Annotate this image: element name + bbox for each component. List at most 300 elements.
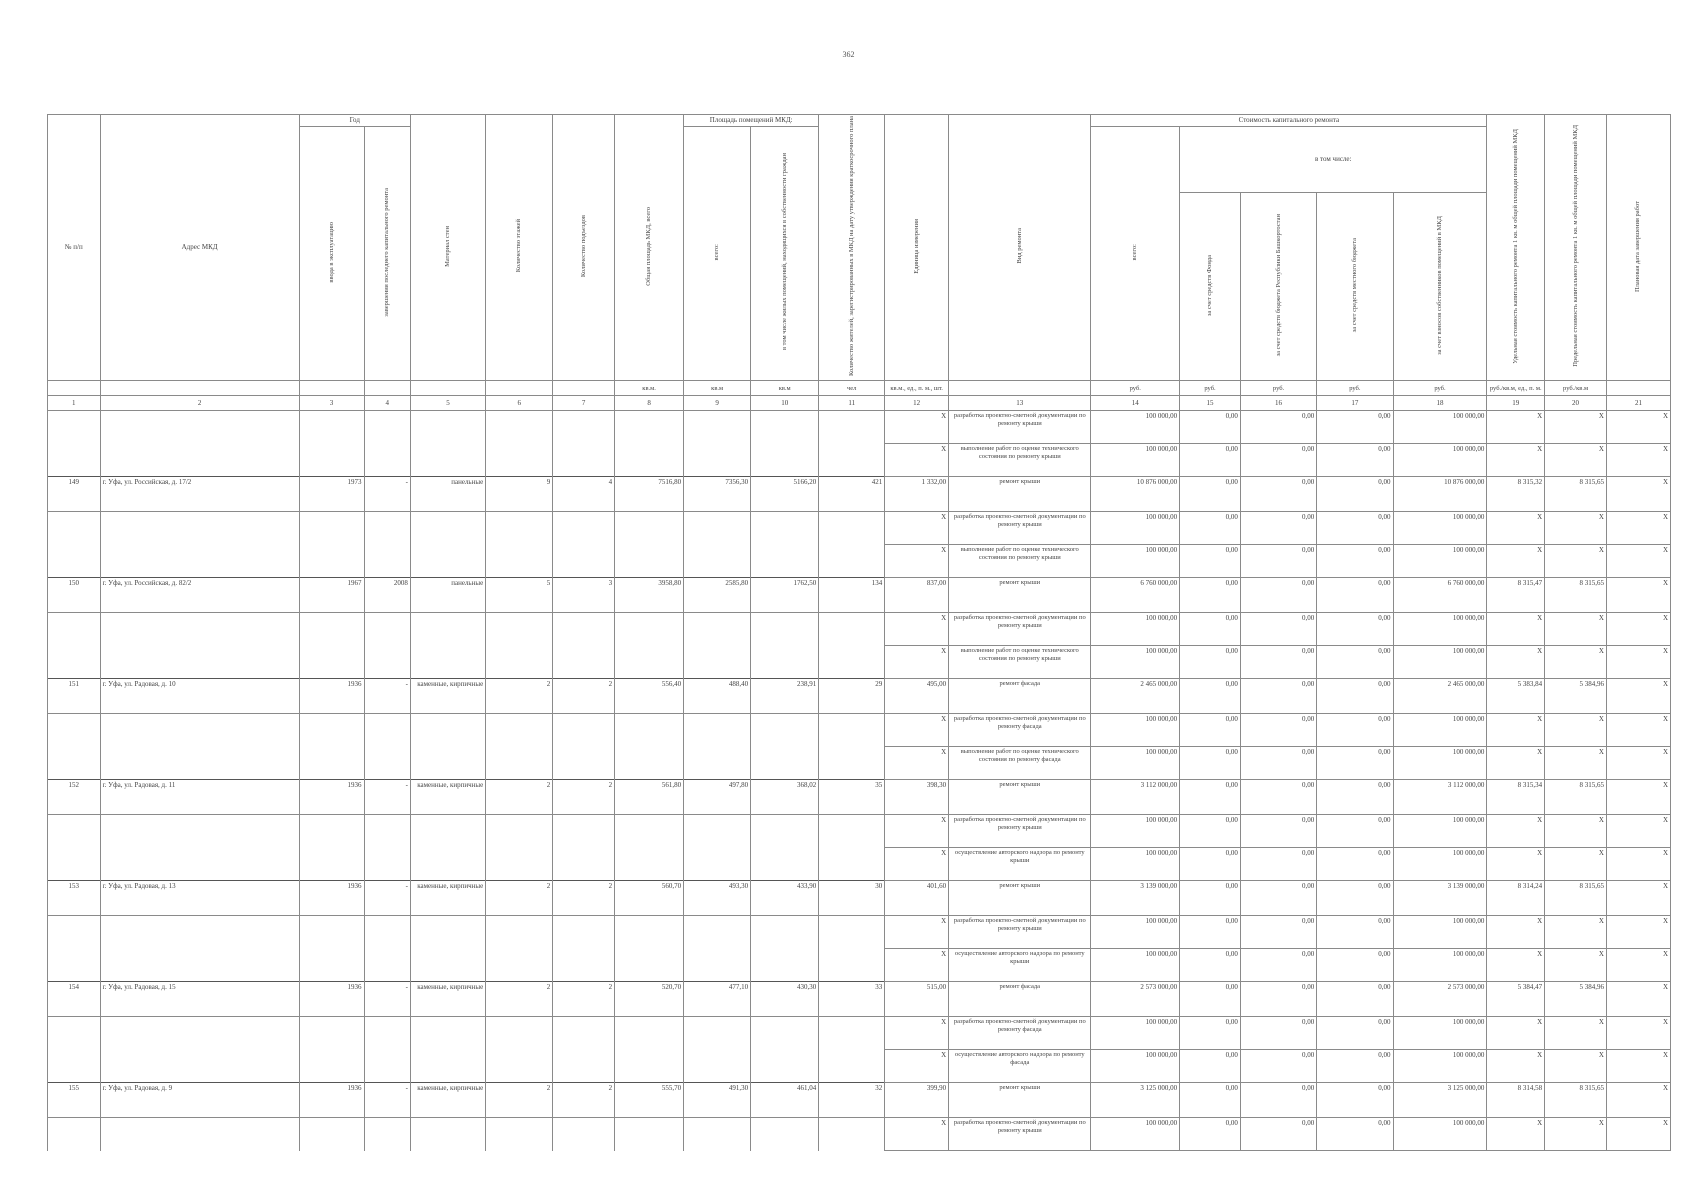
year-last-repair-cell: 2008 (364, 578, 410, 613)
unit-cell: руб. (1317, 381, 1393, 396)
empty-cell (100, 714, 299, 747)
planned-date-cell: X (1606, 982, 1670, 1017)
cost-republic-cell: 0,00 (1240, 613, 1316, 646)
cost-republic-cell: 0,00 (1240, 916, 1316, 949)
unit-value-cell: 1 332,00 (885, 477, 949, 512)
empty-cell (553, 646, 615, 679)
empty-cell (553, 949, 615, 982)
cost-fund-cell: 0,00 (1180, 714, 1241, 747)
empty-cell (100, 411, 299, 444)
year-commission-cell: 1936 (299, 982, 364, 1017)
empty-cell (410, 714, 485, 747)
empty-cell (819, 747, 885, 780)
empty-cell (410, 411, 485, 444)
cost-owners-cell: 6 760 000,00 (1393, 578, 1487, 613)
planned-date-cell: X (1606, 679, 1670, 714)
unit-value-cell: X (885, 1017, 949, 1050)
empty-cell (684, 646, 751, 679)
column-number: 1 (48, 396, 101, 411)
planned-date-cell: X (1606, 477, 1670, 512)
empty-cell (751, 1118, 819, 1151)
empty-cell (819, 848, 885, 881)
cost-local-cell: 0,00 (1317, 646, 1393, 679)
empty-cell (819, 1017, 885, 1050)
empty-cell (486, 848, 553, 881)
empty-cell (615, 1118, 684, 1151)
unit-value-cell: X (885, 848, 949, 881)
cost-total-cell: 100 000,00 (1091, 545, 1180, 578)
wall-material-cell: каменные, кирпичные (410, 982, 485, 1017)
empty-cell (553, 714, 615, 747)
empty-cell (486, 1118, 553, 1151)
empty-cell (819, 815, 885, 848)
cost-republic-cell: 0,00 (1240, 848, 1316, 881)
subwork-row (48, 411, 1671, 444)
cost-owners-cell: 3 112 000,00 (1393, 780, 1487, 815)
empty-cell (684, 444, 751, 477)
empty-cell (100, 444, 299, 477)
address-cell: г. Уфа, ул. Радовая, д. 10 (100, 679, 299, 714)
unit-cell: руб./кв.м (1545, 381, 1607, 396)
cost-owners-cell: 3 139 000,00 (1393, 881, 1487, 916)
column-number: 11 (819, 396, 885, 411)
specific-cost-cell: X (1487, 411, 1545, 444)
cost-fund-cell: 0,00 (1180, 916, 1241, 949)
empty-cell (486, 747, 553, 780)
cost-local-cell: 0,00 (1317, 679, 1393, 714)
cost-owners-cell: 3 125 000,00 (1393, 1083, 1487, 1118)
cost-fund-cell: 0,00 (1180, 747, 1241, 780)
empty-cell (819, 545, 885, 578)
empty-cell (48, 714, 101, 747)
cost-owners-cell: 100 000,00 (1393, 949, 1487, 982)
empty-cell (615, 949, 684, 982)
empty-cell (100, 949, 299, 982)
empty-cell (100, 613, 299, 646)
entrances-cell: 3 (553, 578, 615, 613)
cost-republic-cell: 0,00 (1240, 747, 1316, 780)
planned-date-cell: X (1606, 646, 1670, 679)
cost-fund-cell: 0,00 (1180, 848, 1241, 881)
cost-republic-cell: 0,00 (1240, 578, 1316, 613)
cost-republic-cell: 0,00 (1240, 646, 1316, 679)
empty-cell (684, 747, 751, 780)
empty-cell (751, 411, 819, 444)
header-cost-local: за счет средств местного бюджета (1317, 193, 1393, 381)
year-last-repair-cell: - (364, 881, 410, 916)
empty-cell (364, 1050, 410, 1083)
unit-value-cell: 401,60 (885, 881, 949, 916)
table-body (48, 411, 1671, 1151)
column-number: 13 (949, 396, 1091, 411)
cost-owners-cell: 100 000,00 (1393, 1017, 1487, 1050)
empty-cell (48, 1017, 101, 1050)
residents-cell: 134 (819, 578, 885, 613)
planned-date-cell: X (1606, 815, 1670, 848)
empty-cell (751, 545, 819, 578)
work-type-cell: осуществление авторского надзора по ремонту фасада (949, 1050, 1091, 1083)
house-row (48, 679, 1671, 714)
empty-cell (684, 848, 751, 881)
cost-fund-cell: 0,00 (1180, 949, 1241, 982)
subwork-row (48, 646, 1671, 679)
planned-date-cell: X (1606, 848, 1670, 881)
premises-residential-cell: 430,30 (751, 982, 819, 1017)
empty-cell (100, 747, 299, 780)
year-last-repair-cell: - (364, 780, 410, 815)
cost-local-cell: 0,00 (1317, 1050, 1393, 1083)
cost-local-cell: 0,00 (1317, 714, 1393, 747)
empty-cell (553, 747, 615, 780)
header-premises-total: всего: (684, 127, 751, 381)
column-number: 12 (885, 396, 949, 411)
specific-cost-cell: 8 315,34 (1487, 780, 1545, 815)
empty-cell (615, 747, 684, 780)
empty-cell (48, 747, 101, 780)
house-row (48, 477, 1671, 512)
work-type-cell: разработка проектно-сметной документации по ремонту фасада (949, 714, 1091, 747)
empty-cell (615, 613, 684, 646)
empty-cell (684, 545, 751, 578)
year-last-repair-cell: - (364, 1083, 410, 1118)
empty-cell (819, 444, 885, 477)
max-cost-cell: X (1545, 815, 1607, 848)
empty-cell (364, 444, 410, 477)
empty-cell (684, 411, 751, 444)
planned-date-cell: X (1606, 444, 1670, 477)
work-type-cell: ремонт крыши (949, 881, 1091, 916)
header-premises-residential: в том числе жилых помещений, находящихся в собственности граждан (751, 127, 819, 381)
cost-total-cell: 6 760 000,00 (1091, 578, 1180, 613)
premises-residential-cell: 461,04 (751, 1083, 819, 1118)
premises-residential-cell: 1762,50 (751, 578, 819, 613)
floors-cell: 2 (486, 982, 553, 1017)
wall-material-cell: каменные, кирпичные (410, 780, 485, 815)
total-area-cell: 520,70 (615, 982, 684, 1017)
cost-owners-cell: 100 000,00 (1393, 512, 1487, 545)
planned-date-cell: X (1606, 714, 1670, 747)
column-number: 8 (615, 396, 684, 411)
column-number: 9 (684, 396, 751, 411)
column-number: 15 (1180, 396, 1241, 411)
empty-cell (48, 1050, 101, 1083)
row-number: 150 (48, 578, 101, 613)
header-planned-date: Плановая дата завершения работ (1606, 115, 1670, 381)
max-cost-cell: 8 315,65 (1545, 1083, 1607, 1118)
house-row (48, 881, 1671, 916)
empty-cell (615, 646, 684, 679)
header-year-group: Год (299, 115, 410, 127)
empty-cell (364, 916, 410, 949)
premises-total-cell: 493,30 (684, 881, 751, 916)
premises-total-cell: 7356,30 (684, 477, 751, 512)
entrances-cell: 2 (553, 982, 615, 1017)
max-cost-cell: 8 315,65 (1545, 881, 1607, 916)
empty-cell (819, 1118, 885, 1151)
subwork-row (48, 916, 1671, 949)
empty-cell (553, 545, 615, 578)
cost-republic-cell: 0,00 (1240, 444, 1316, 477)
cost-owners-cell: 100 000,00 (1393, 815, 1487, 848)
header-premises-group: Площадь помещений МКД: (684, 115, 819, 127)
specific-cost-cell: 5 384,47 (1487, 982, 1545, 1017)
empty-cell (299, 444, 364, 477)
empty-cell (751, 646, 819, 679)
empty-cell (615, 815, 684, 848)
cost-local-cell: 0,00 (1317, 613, 1393, 646)
address-cell: г. Уфа, ул. Радовая, д. 11 (100, 780, 299, 815)
entrances-cell: 2 (553, 1083, 615, 1118)
cost-owners-cell: 100 000,00 (1393, 714, 1487, 747)
unit-value-cell: X (885, 714, 949, 747)
subwork-row (48, 815, 1671, 848)
unit-cell: руб. (1180, 381, 1241, 396)
work-type-cell: ремонт крыши (949, 578, 1091, 613)
unit-value-cell: 398,30 (885, 780, 949, 815)
cost-republic-cell: 0,00 (1240, 545, 1316, 578)
year-commission-cell: 1936 (299, 1083, 364, 1118)
cost-fund-cell: 0,00 (1180, 411, 1241, 444)
max-cost-cell: X (1545, 714, 1607, 747)
specific-cost-cell: X (1487, 1050, 1545, 1083)
cost-fund-cell: 0,00 (1180, 613, 1241, 646)
empty-cell (410, 747, 485, 780)
cost-local-cell: 0,00 (1317, 982, 1393, 1017)
max-cost-cell: 8 315,65 (1545, 477, 1607, 512)
unit-cell: руб. (1393, 381, 1487, 396)
empty-cell (299, 1050, 364, 1083)
floors-cell: 2 (486, 881, 553, 916)
planned-date-cell: X (1606, 512, 1670, 545)
max-cost-cell: X (1545, 1017, 1607, 1050)
empty-cell (486, 1017, 553, 1050)
cost-owners-cell: 2 573 000,00 (1393, 982, 1487, 1017)
subwork-row (48, 1118, 1671, 1151)
empty-cell (100, 916, 299, 949)
empty-cell (100, 1050, 299, 1083)
header-max-cost: Предельная стоимость капитального ремонта 1 кв. м общей площади помещений МКД (1545, 115, 1607, 381)
empty-cell (299, 545, 364, 578)
empty-cell (48, 916, 101, 949)
empty-cell (486, 714, 553, 747)
row-number: 154 (48, 982, 101, 1017)
row-number: 151 (48, 679, 101, 714)
empty-cell (48, 512, 101, 545)
max-cost-cell: X (1545, 848, 1607, 881)
max-cost-cell: X (1545, 1118, 1607, 1151)
cost-total-cell: 100 000,00 (1091, 411, 1180, 444)
work-type-cell: разработка проектно-сметной документации по ремонту крыши (949, 613, 1091, 646)
cost-local-cell: 0,00 (1317, 512, 1393, 545)
empty-cell (751, 1017, 819, 1050)
work-type-cell: разработка проектно-сметной документации по ремонту крыши (949, 1118, 1091, 1151)
work-type-cell: ремонт фасада (949, 679, 1091, 714)
address-cell: г. Уфа, ул. Радовая, д. 13 (100, 881, 299, 916)
empty-cell (299, 916, 364, 949)
entrances-cell: 2 (553, 780, 615, 815)
empty-cell (299, 714, 364, 747)
empty-cell (751, 512, 819, 545)
header-year-last-repair: завершения последнего капитального ремонта (364, 127, 410, 381)
cost-republic-cell: 0,00 (1240, 1083, 1316, 1118)
empty-cell (751, 916, 819, 949)
unit-value-cell: 515,00 (885, 982, 949, 1017)
cost-owners-cell: 100 000,00 (1393, 613, 1487, 646)
empty-cell (615, 444, 684, 477)
work-type-cell: ремонт крыши (949, 1083, 1091, 1118)
max-cost-cell: X (1545, 747, 1607, 780)
work-type-cell: разработка проектно-сметной документации по ремонту крыши (949, 512, 1091, 545)
empty-cell (364, 815, 410, 848)
empty-cell (553, 1050, 615, 1083)
subwork-row (48, 512, 1671, 545)
empty-cell (751, 848, 819, 881)
unit-cell: кв.м., ед., п. м., шт. (885, 381, 949, 396)
empty-cell (684, 613, 751, 646)
column-number: 16 (1240, 396, 1316, 411)
empty-cell (100, 1017, 299, 1050)
planned-date-cell: X (1606, 881, 1670, 916)
empty-cell (48, 1118, 101, 1151)
floors-cell: 9 (486, 477, 553, 512)
empty-cell (410, 1118, 485, 1151)
year-last-repair-cell: - (364, 477, 410, 512)
empty-cell (48, 545, 101, 578)
empty-cell (486, 444, 553, 477)
empty-cell (684, 1050, 751, 1083)
planned-date-cell: X (1606, 613, 1670, 646)
cost-total-cell: 100 000,00 (1091, 1118, 1180, 1151)
specific-cost-cell: X (1487, 512, 1545, 545)
unit-cell: руб. (1091, 381, 1180, 396)
house-row (48, 780, 1671, 815)
specific-cost-cell: 5 383,84 (1487, 679, 1545, 714)
cost-local-cell: 0,00 (1317, 444, 1393, 477)
column-number: 5 (410, 396, 485, 411)
unit-value-cell: X (885, 1118, 949, 1151)
column-number: 14 (1091, 396, 1180, 411)
header-work-type: Вид ремонта (949, 115, 1091, 381)
address-cell: г. Уфа, ул. Радовая, д. 9 (100, 1083, 299, 1118)
empty-cell (751, 815, 819, 848)
cost-total-cell: 3 112 000,00 (1091, 780, 1180, 815)
empty-cell (819, 411, 885, 444)
total-area-cell: 3958,80 (615, 578, 684, 613)
house-row (48, 578, 1671, 613)
wall-material-cell: панельные (410, 477, 485, 512)
specific-cost-cell: X (1487, 646, 1545, 679)
empty-cell (364, 848, 410, 881)
empty-cell (410, 545, 485, 578)
entrances-cell: 2 (553, 881, 615, 916)
header-unit: Единица измерения (885, 115, 949, 381)
empty-cell (553, 1118, 615, 1151)
cost-fund-cell: 0,00 (1180, 982, 1241, 1017)
column-number: 3 (299, 396, 364, 411)
specific-cost-cell: X (1487, 613, 1545, 646)
empty-cell (615, 916, 684, 949)
empty-cell (364, 411, 410, 444)
empty-cell (751, 1050, 819, 1083)
cost-republic-cell: 0,00 (1240, 411, 1316, 444)
total-area-cell: 560,70 (615, 881, 684, 916)
cost-fund-cell: 0,00 (1180, 578, 1241, 613)
empty-cell (751, 949, 819, 982)
residents-cell: 32 (819, 1083, 885, 1118)
max-cost-cell: X (1545, 646, 1607, 679)
work-type-cell: ремонт фасада (949, 982, 1091, 1017)
cost-total-cell: 100 000,00 (1091, 747, 1180, 780)
empty-cell (100, 545, 299, 578)
empty-cell (615, 545, 684, 578)
column-number: 17 (1317, 396, 1393, 411)
header-incl: в том числе: (1180, 127, 1487, 193)
empty-cell (48, 949, 101, 982)
work-type-cell: разработка проектно-сметной документации по ремонту крыши (949, 815, 1091, 848)
cost-total-cell: 100 000,00 (1091, 714, 1180, 747)
empty-cell (819, 1050, 885, 1083)
cost-fund-cell: 0,00 (1180, 1118, 1241, 1151)
empty-cell (486, 916, 553, 949)
planned-date-cell: X (1606, 747, 1670, 780)
unit-value-cell: X (885, 747, 949, 780)
max-cost-cell: X (1545, 613, 1607, 646)
empty-cell (364, 613, 410, 646)
empty-cell (410, 916, 485, 949)
subwork-row (48, 444, 1671, 477)
empty-cell (364, 1017, 410, 1050)
subwork-row (48, 613, 1671, 646)
empty-cell (410, 949, 485, 982)
empty-cell (48, 613, 101, 646)
cost-fund-cell: 0,00 (1180, 512, 1241, 545)
unit-value-cell: X (885, 949, 949, 982)
cost-owners-cell: 100 000,00 (1393, 916, 1487, 949)
empty-cell (48, 411, 101, 444)
empty-cell (615, 848, 684, 881)
floors-cell: 5 (486, 578, 553, 613)
row-number: 153 (48, 881, 101, 916)
unit-value-cell: 837,00 (885, 578, 949, 613)
cost-owners-cell: 100 000,00 (1393, 545, 1487, 578)
cost-owners-cell: 100 000,00 (1393, 411, 1487, 444)
cost-total-cell: 100 000,00 (1091, 613, 1180, 646)
cost-republic-cell: 0,00 (1240, 714, 1316, 747)
empty-cell (615, 1050, 684, 1083)
work-type-cell: ремонт крыши (949, 780, 1091, 815)
empty-cell (486, 512, 553, 545)
max-cost-cell: 8 315,65 (1545, 780, 1607, 815)
empty-cell (553, 1017, 615, 1050)
empty-cell (615, 411, 684, 444)
empty-cell (299, 949, 364, 982)
empty-cell (299, 646, 364, 679)
empty-cell (100, 815, 299, 848)
cost-total-cell: 10 876 000,00 (1091, 477, 1180, 512)
unit-cell: кв.м. (615, 381, 684, 396)
house-row (48, 982, 1671, 1017)
subwork-row (48, 949, 1671, 982)
empty-cell (364, 545, 410, 578)
empty-cell (684, 815, 751, 848)
empty-cell (486, 613, 553, 646)
header-entrances: Количество подъездов (553, 115, 615, 381)
cost-total-cell: 100 000,00 (1091, 1050, 1180, 1083)
specific-cost-cell: X (1487, 1118, 1545, 1151)
cost-republic-cell: 0,00 (1240, 1050, 1316, 1083)
empty-cell (486, 1050, 553, 1083)
planned-date-cell: X (1606, 1083, 1670, 1118)
